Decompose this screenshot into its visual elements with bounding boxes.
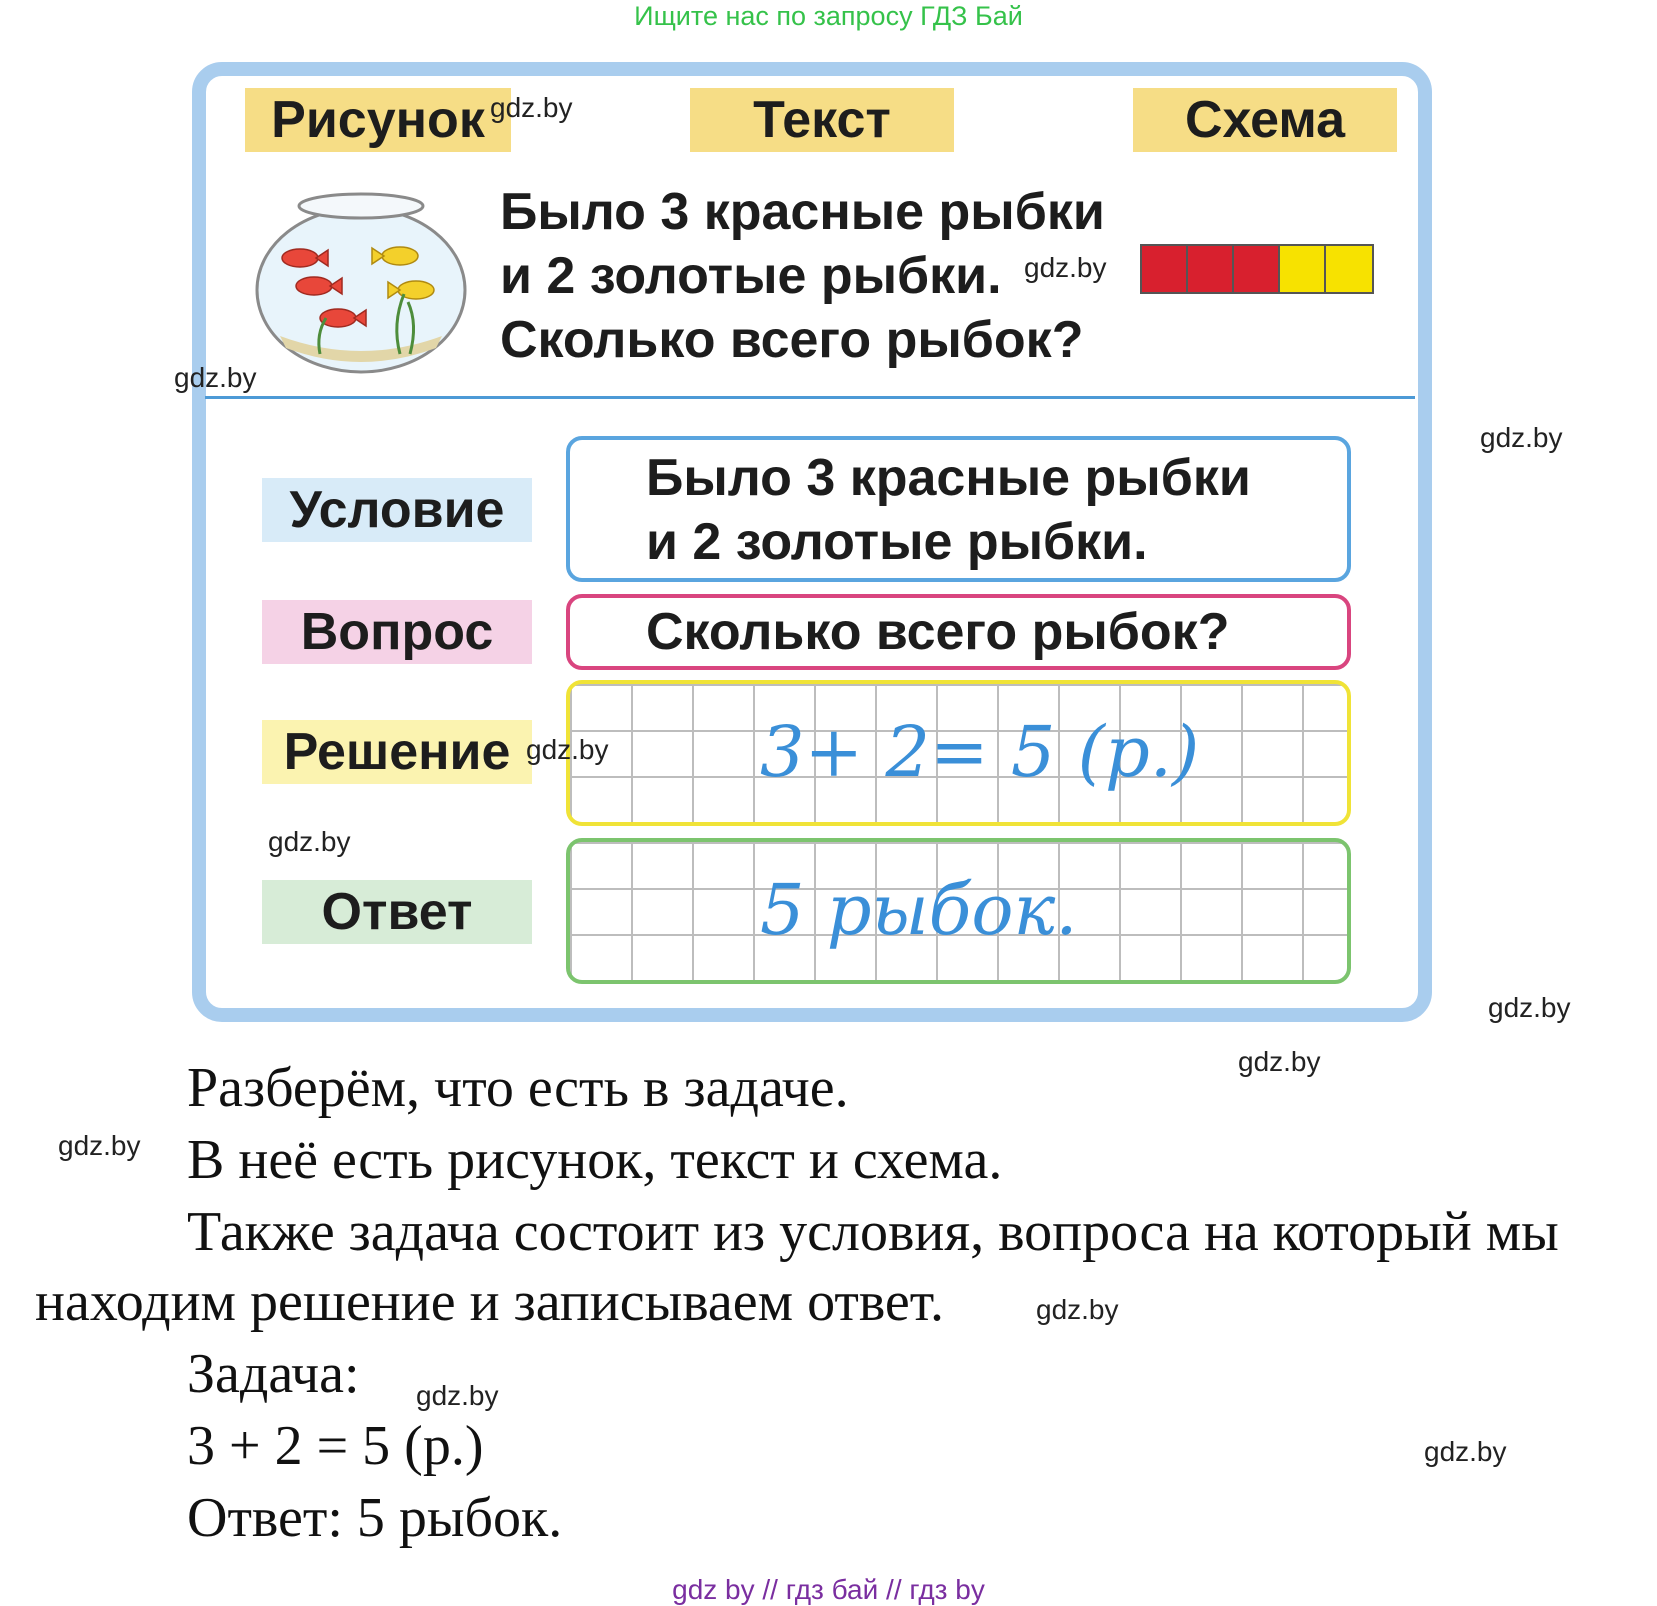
explanation-line: находим решение и записываем ответ. xyxy=(35,1271,945,1333)
watermark: gdz.by xyxy=(1238,1046,1321,1077)
watermark: gdz.by xyxy=(490,92,573,123)
watermark: gdz.by xyxy=(174,362,257,393)
explanation-line: Разберём, что есть в задаче. xyxy=(187,1057,849,1119)
watermark: gdz.by xyxy=(1024,252,1107,283)
watermark: gdz.by xyxy=(268,826,351,857)
problem-line: Сколько всего рыбок? xyxy=(500,311,1084,369)
watermark: gdz.by xyxy=(58,1130,141,1161)
footer-links[interactable]: gdz by // гдз бай // гдз by xyxy=(672,1574,985,1605)
watermark: gdz.by xyxy=(1424,1436,1507,1467)
condition-line: и 2 золотые рыбки. xyxy=(646,513,1148,571)
tag-scheme: Схема xyxy=(1133,88,1397,152)
scheme-cell-red xyxy=(1142,246,1188,292)
problem-line: Было 3 красные рыбки xyxy=(500,183,1105,241)
condition-line: Было 3 красные рыбки xyxy=(646,449,1251,507)
label-solution: Решение xyxy=(262,720,532,784)
answer-grid-box xyxy=(566,838,1351,984)
watermark: gdz.by xyxy=(1480,422,1563,453)
scheme-cell-red xyxy=(1234,246,1280,292)
task-equation: 3 + 2 = 5 (р.) xyxy=(187,1415,484,1477)
watermark: gdz.by xyxy=(526,734,609,765)
explanation-line: Также задача состоит из условия, вопроса на который мы xyxy=(187,1201,1559,1263)
question-box xyxy=(566,594,1351,670)
top-banner[interactable]: Ищите нас по запросу ГДЗ Бай xyxy=(634,1,1023,31)
problem-line: и 2 золотые рыбки. xyxy=(500,247,1002,305)
card-divider xyxy=(205,396,1415,399)
watermark: gdz.by xyxy=(1036,1294,1119,1325)
condition-box xyxy=(566,436,1351,582)
label-question: Вопрос xyxy=(262,600,532,664)
fishbowl-icon xyxy=(250,186,472,376)
task-answer: Ответ: 5 рыбок. xyxy=(187,1487,563,1549)
answer-handwriting: 5 рыбок. xyxy=(760,869,1078,951)
tag-picture: Рисунок xyxy=(245,88,511,152)
watermark: gdz.by xyxy=(416,1380,499,1411)
scheme-cell-yellow xyxy=(1280,246,1326,292)
watermark: gdz.by xyxy=(1488,992,1571,1023)
solution-handwriting: 3+ 2= 5 (р.) xyxy=(760,711,1200,793)
tag-text: Текст xyxy=(690,88,954,152)
solution-grid-box xyxy=(566,680,1351,826)
scheme-bar xyxy=(1140,244,1374,294)
explanation-line: В неё есть рисунок, текст и схема. xyxy=(187,1129,1003,1191)
label-condition: Условие xyxy=(262,478,532,542)
label-answer: Ответ xyxy=(262,880,532,944)
question-text: Сколько всего рыбок? xyxy=(646,603,1230,661)
scheme-cell-yellow xyxy=(1326,246,1372,292)
problem-text xyxy=(500,180,1105,372)
scheme-cell-red xyxy=(1188,246,1234,292)
task-heading: Задача: xyxy=(187,1343,360,1405)
